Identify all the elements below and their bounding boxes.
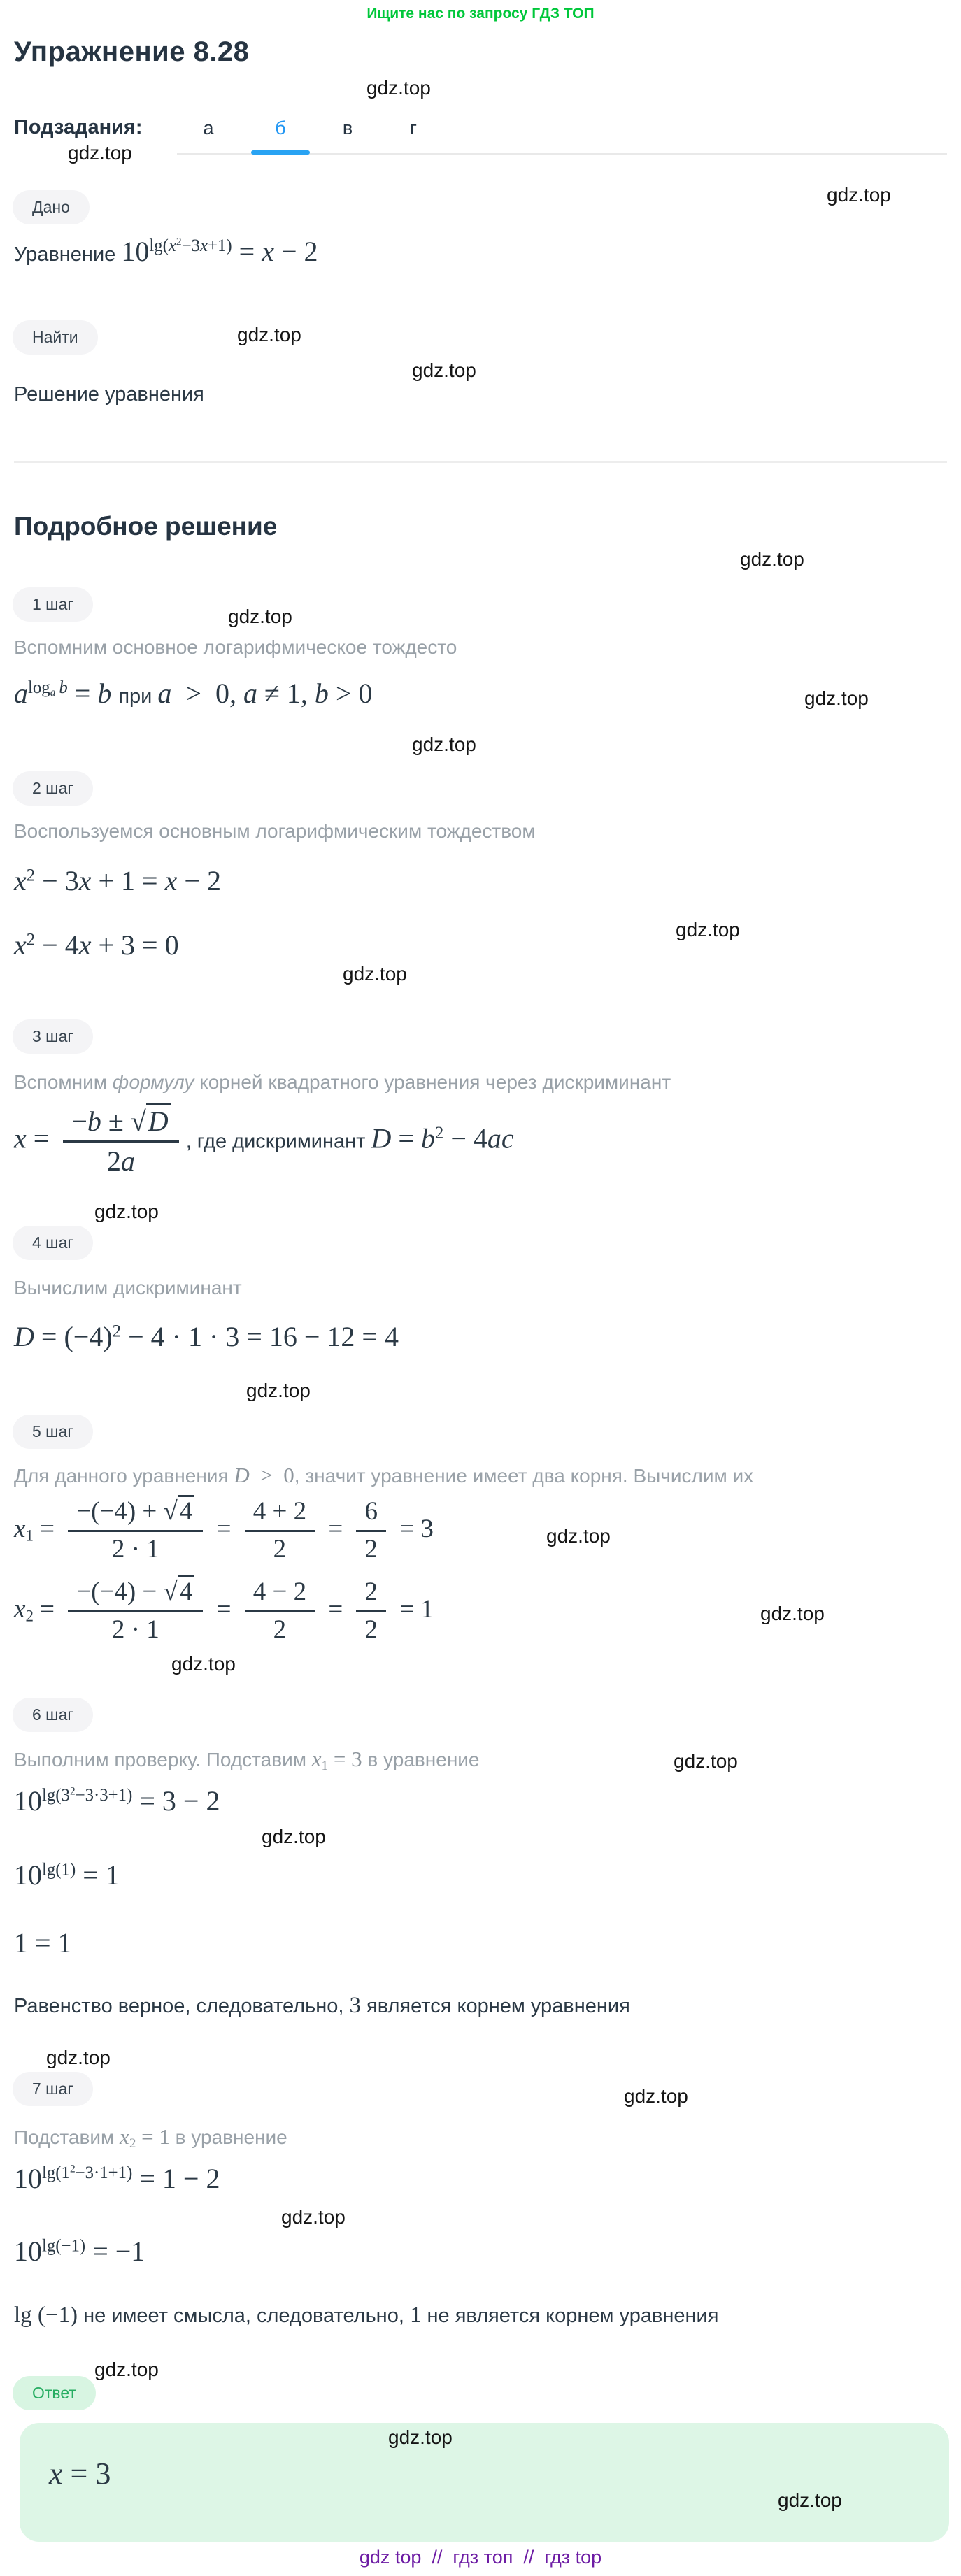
watermark: gdz.top <box>804 687 869 709</box>
step-5-formula-x1: $x_1$ = $\frac{-(-4) + √4}{2 \cdot 1}$ = $\frac{4 + 2}{2}$ = $\frac{6}{2}$ = 3 <box>14 1498 434 1564</box>
step-4-description: Вычислим дискриминант <box>14 1277 242 1298</box>
watermark: gdz.top <box>281 2206 346 2228</box>
watermark: gdz.top <box>778 2489 842 2511</box>
step-7-formula-2: $10^{lg(-1)} = -1$ <box>14 2235 145 2267</box>
active-tab-underline <box>251 150 310 155</box>
watermark: gdz.top <box>237 324 301 345</box>
step-6-formula-1: $10^{lg(3^2-3\cdot 3+1)} = 3 - 2$ <box>14 1785 220 1817</box>
watermark: gdz.top <box>94 1201 159 1222</box>
watermark: gdz.top <box>388 2426 453 2448</box>
watermark: gdz.top <box>412 734 476 755</box>
tab-b-active[interactable]: б <box>275 117 286 138</box>
step-6-badge: 6 шаг <box>13 1698 93 1732</box>
watermark: gdz.top <box>624 2085 688 2107</box>
step-1-formula: $a^{log_a b} = b$ при a > 0, a ≠ 1, b > 0 <box>14 678 373 709</box>
watermark: gdz.top <box>676 919 740 940</box>
answer-badge: Ответ <box>13 2376 96 2410</box>
step-2-description: Воспользуемся основным логарифмическим тождеством <box>14 820 536 842</box>
footer-watermark-line: gdz top // гдз топ // гдз top <box>359 2547 602 2568</box>
given-equation: Уравнение $10^{lg(x^2-3x+1)} = x - 2$ <box>14 236 318 267</box>
tab-v[interactable]: в <box>342 117 353 138</box>
answer-box <box>20 2423 949 2542</box>
page-title: Упражнение 8.28 <box>14 36 250 67</box>
step-3-badge: 3 шаг <box>13 1019 93 1054</box>
promo-banner: Ищите нас по запросу ГДЗ ТОП <box>366 6 595 22</box>
step-2-formula-1: $x^2 - 3x + 1 = x - 2$ <box>14 865 221 896</box>
step-5-badge: 5 шаг <box>13 1415 93 1449</box>
step-5-description: Для данного уравнения D > 0, значит уравнение имеет два корня. Вычислим их <box>14 1463 754 1487</box>
step-6-conclusion: Равенство верное, следовательно, 3 является корнем уравнения <box>14 1993 630 2018</box>
step-4-badge: 4 шаг <box>13 1226 93 1260</box>
step-7-badge: 7 шаг <box>13 2072 93 2106</box>
watermark: gdz.top <box>94 2359 159 2380</box>
watermark: gdz.top <box>68 142 132 164</box>
watermark: gdz.top <box>674 1750 738 1772</box>
watermark: gdz.top <box>262 1826 326 1847</box>
tab-a[interactable]: а <box>203 117 214 138</box>
watermark: gdz.top <box>46 2047 111 2068</box>
step-1-description: Вспомним основное логарифмическое тождесто <box>14 636 457 658</box>
given-badge: Дано <box>13 190 90 224</box>
step-7-formula-1: $10^{lg(1^2-3\cdot 1+1)} = 1 - 2$ <box>14 2163 220 2194</box>
watermark: gdz.top <box>412 359 476 381</box>
section-divider <box>14 461 947 463</box>
step-3-formula: x = $\frac{-b \pm √D}{2a}$ , где дискриминант $D = b^2 - 4ac$ <box>14 1107 514 1176</box>
solution-heading: Подробное решение <box>14 512 278 541</box>
step-6-formula-3: 1 = 1 <box>14 1927 72 1959</box>
watermark: gdz.top <box>760 1603 825 1624</box>
watermark: gdz.top <box>343 963 407 985</box>
find-badge: Найти <box>13 320 98 355</box>
watermark: gdz.top <box>546 1525 611 1547</box>
step-4-formula: $D = (-4)^2 - 4 \cdot 1 \cdot 3 = 16 - 12 = 4$ <box>14 1321 399 1352</box>
step-3-description: Вспомним формулу корней квадратного уравнения через дискриминант <box>14 1071 671 1093</box>
step-2-badge: 2 шаг <box>13 771 93 806</box>
watermark: gdz.top <box>246 1380 311 1401</box>
step-1-badge: 1 шаг <box>13 587 93 622</box>
subtasks-label: Подзадания: <box>14 116 143 138</box>
step-7-conclusion: lg (−1) не имеет смысла, следовательно, 1 не является корнем уравнения <box>14 2303 719 2328</box>
step-2-formula-2: $x^2 - 4x + 3 = 0$ <box>14 929 179 961</box>
step-5-formula-x2: $x_2$ = $\frac{-(-4) - √4}{2 \cdot 1}$ = $\frac{4 - 2}{2}$ = $\frac{2}{2}$ = 1 <box>14 1579 434 1644</box>
watermark: gdz.top <box>228 606 292 627</box>
watermark: gdz.top <box>366 77 431 99</box>
watermark: gdz.top <box>740 548 804 570</box>
step-6-formula-2: $10^{lg(1)} = 1$ <box>14 1859 120 1891</box>
step-6-description: Выполним проверку. Подставим $x_1 = 3$ в уравнение <box>14 1747 480 1773</box>
step-7-description: Подставим $x_2 = 1$ в уравнение <box>14 2124 287 2151</box>
tab-g[interactable]: г <box>410 117 417 138</box>
find-text: Решение уравнения <box>14 383 204 406</box>
watermark: gdz.top <box>827 184 891 206</box>
watermark: gdz.top <box>171 1653 236 1675</box>
answer-value: x = 3 <box>49 2456 111 2491</box>
